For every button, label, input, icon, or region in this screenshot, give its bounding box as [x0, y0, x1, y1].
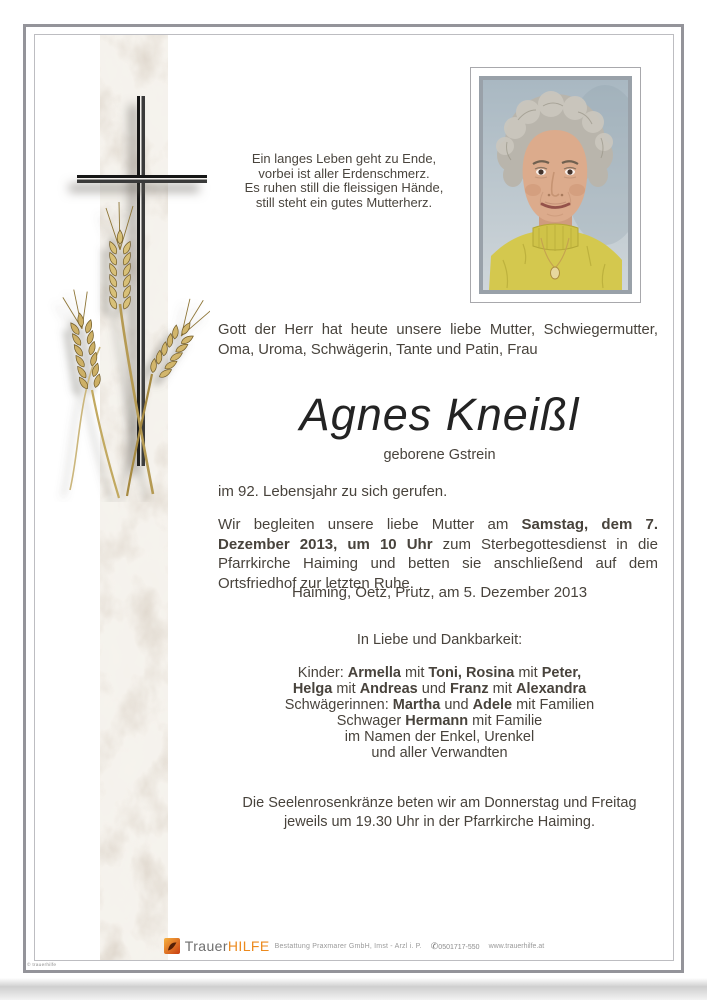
gratitude-line: In Liebe und Dankbarkeit: — [356, 632, 523, 648]
company-line: Bestattung Praxmarer GmbH, Imst - Arzl i. P. — [274, 942, 422, 950]
brand-trauer: Trauer — [184, 938, 228, 954]
phone-line — [431, 941, 480, 952]
intro-text: Gott der Herr hat heute unsere liebe Mutter, Schwiegermutter, Oma, Uroma, Schwägerin, Tante und Patin, Frau — [218, 322, 658, 358]
funeral-home-footer — [34, 935, 674, 957]
rosary-note: Die Seelenrosenkränze beten wir am Donnerstag und Freitag jeweils um 19.30 Uhr in der Pfarrkirche Haiming. — [242, 795, 637, 830]
maiden-name: geborene Gstrein — [383, 447, 496, 463]
cross-horizontal-bar — [77, 175, 207, 183]
age-text: im 92. Lebensjahr zu sich gerufen. — [218, 483, 448, 500]
brand-hilfe: HILFE — [227, 938, 270, 954]
phone-number: 0501717-550 — [438, 943, 480, 951]
place-date-line: Haiming, Oetz, Prutz, am 5. Dezember 2013 — [291, 584, 588, 601]
photo-mat — [479, 76, 632, 294]
funeral-announcement: Wir begleiten unsere liebe Mutter am Samstag, dem 7. Dezember 2013, um 10 Uhr zum Sterbegottesdienst in die Pfarrkirche Haiming und betten sie anschließend auf dem Ortsfriedhof zur letzten Ruhe. — [218, 516, 658, 592]
brand-name — [185, 938, 270, 954]
family-list: Kinder: Armella mit Toni, Rosina mit Peter, Helga mit Andreas und Franz mit Alexandra Schwägerinnen: Martha und Adele mit Familien Schwager Hermann mit Familie im Namen der Enkel, Urenkel und aller Verwandten — [284, 665, 595, 761]
memorial-poem: Ein langes Leben geht zu Ende, vorbei ist aller Erdenschmerz. Es ruhen still die fleissigen Hände, still steht ein gutes Mutterherz. — [244, 151, 444, 210]
photo-frame — [470, 67, 641, 303]
portrait-photo — [483, 80, 628, 290]
website-text: www.trauerhilfe.at — [488, 942, 545, 950]
scan-shadow — [0, 978, 707, 1000]
deceased-name: Agnes Kneißl — [299, 389, 580, 440]
phone-icon: ✆ — [430, 940, 439, 951]
trauerhilfe-logo-icon — [164, 938, 180, 954]
wheat-icon — [40, 192, 210, 502]
print-mark: © trauerhilfe — [27, 963, 57, 968]
